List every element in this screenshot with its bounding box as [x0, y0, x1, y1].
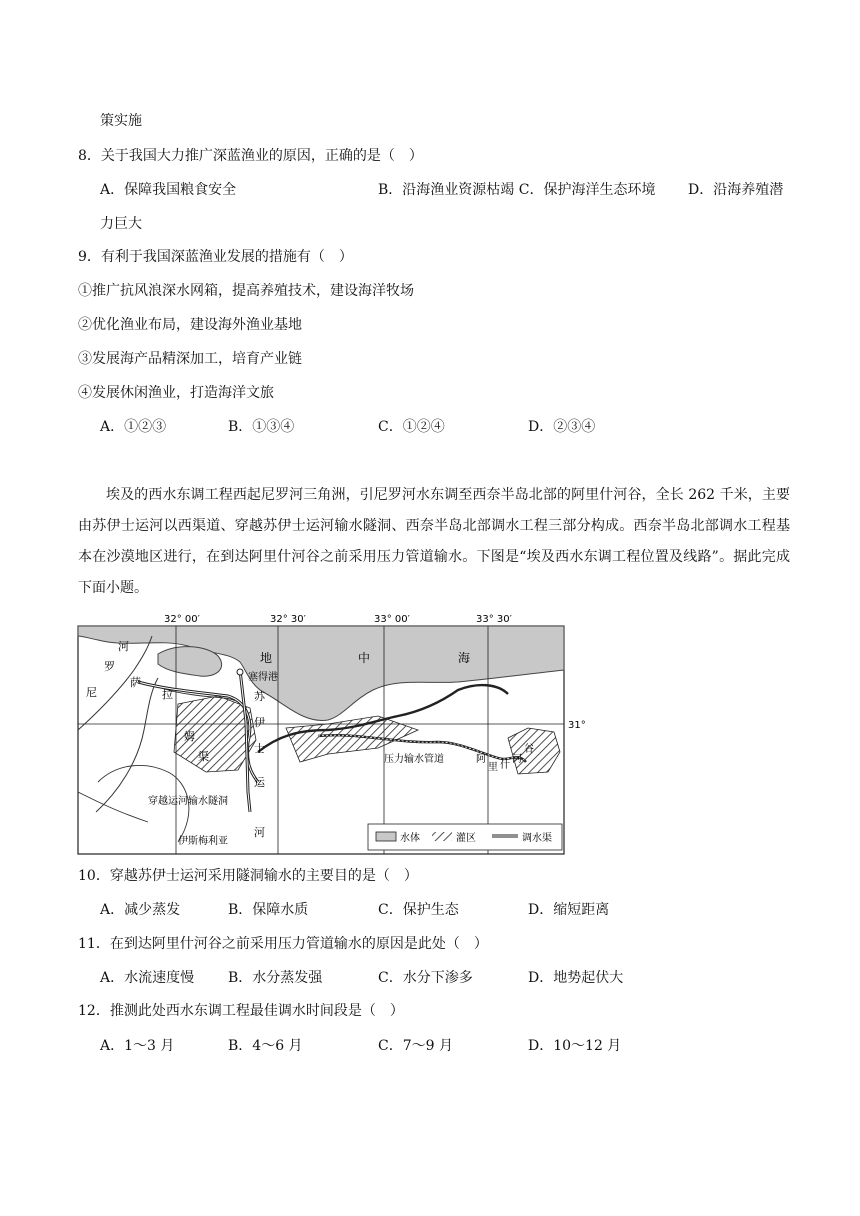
- q10-option-a[interactable]: A．减少蒸发: [100, 902, 181, 918]
- river-label: 尼: [86, 686, 97, 699]
- river-label: 罗: [104, 660, 115, 673]
- q12-option-a[interactable]: A．1～3 月: [100, 1038, 175, 1054]
- q9-option-d[interactable]: D．②③④: [528, 419, 596, 435]
- q11-option-a[interactable]: A．水流速度慢: [100, 970, 195, 986]
- q11-option-b[interactable]: B．水分蒸发强: [228, 970, 323, 986]
- legend-irrigation-label: 灌区: [456, 833, 476, 844]
- q10-option-b[interactable]: B．保障水质: [228, 902, 309, 918]
- sea-label-1: 地: [260, 651, 273, 665]
- q12-option-b[interactable]: B．4～6 月: [228, 1038, 303, 1054]
- port-said-marker: [237, 669, 243, 675]
- canal-label: 萨: [130, 676, 141, 689]
- text-line: 策实施: [100, 113, 142, 129]
- q9-option-a[interactable]: A．①②③: [100, 419, 167, 435]
- canal-label: 拉: [162, 688, 173, 701]
- egypt-water-transfer-map: [78, 612, 586, 856]
- q10-option-c[interactable]: C．保护生态: [378, 902, 459, 918]
- q8-option-a[interactable]: A．保障我国粮食安全: [100, 182, 237, 198]
- statement-3: ③发展海产品精深加工，培育产业链: [78, 351, 302, 367]
- legend-irrigation-swatch: [432, 832, 452, 841]
- q8-option-d[interactable]: D．沿海养殖潜: [688, 182, 784, 198]
- q11-option-d[interactable]: D．地势起伏大: [528, 970, 624, 986]
- statement-1: ①推广抗风浪深水网箱，提高养殖技术，建设海洋牧场: [78, 283, 414, 299]
- arish-label: 什: [500, 760, 510, 771]
- pipeline-label: 压力输水管道: [384, 754, 444, 765]
- question-10: 10．穿越苏伊士运河采用隧洞输水的主要目的是（ ）: [78, 868, 418, 884]
- sea-label-3: 海: [458, 651, 471, 665]
- ismailia-label: 伊斯梅利亚: [178, 836, 228, 847]
- suez-label: 士: [254, 742, 265, 755]
- lon-label-4: 33° 30′: [476, 614, 512, 625]
- q12-option-c[interactable]: C．7～9 月: [378, 1038, 453, 1054]
- material-paragraph: 埃及的西水东调工程西起尼罗河三角洲，引尼罗河水东调至西奈半岛北部的阿里什河谷，全长 262 千米，主要由苏伊士运河以西渠道、穿越苏伊士运河输水隧洞、西奈半岛北部调水工程三部分构成。西奈半岛北部调水工程基本在沙漠地区进行，在到达阿里什河谷之前采用压力管道输水。下图是“埃及西水东调工程位置及线路”。据此完成下面小题。: [78, 487, 790, 596]
- legend-water-swatch: [376, 832, 396, 841]
- statement-4: ④发展休闲渔业，打造海洋文旅: [78, 385, 274, 401]
- suez-label: 河: [254, 826, 265, 839]
- legend-water-label: 水体: [400, 833, 420, 844]
- arish-label: 谷: [524, 744, 534, 755]
- lat-label: 31°: [568, 720, 586, 731]
- lon-label-3: 33° 00′: [374, 614, 410, 625]
- question-12: 12．推测此处西水东调工程最佳调水时间段是（ ）: [78, 1003, 404, 1019]
- arish-label: 阿: [476, 754, 486, 765]
- suez-label: 伊: [254, 716, 265, 729]
- q8-option-b-c[interactable]: B．沿海渔业资源枯竭 C．保护海洋生态环境: [378, 182, 656, 198]
- suez-label: 苏: [254, 690, 265, 703]
- q11-option-c[interactable]: C．水分下渗多: [378, 970, 473, 986]
- tunnel-label: 穿越运河输水隧洞: [148, 796, 228, 807]
- canal-label: 渠: [198, 750, 209, 763]
- port-said-label: 塞得港: [248, 672, 278, 683]
- q9-option-b[interactable]: B．①③④: [228, 419, 295, 435]
- question-8: 8．关于我国大力推广深蓝渔业的原因，正确的是（ ）: [78, 148, 423, 164]
- river-label: 河: [118, 640, 129, 653]
- legend-canal-label: 调水渠: [522, 833, 552, 844]
- lon-label-2: 32° 30′: [270, 614, 306, 625]
- arish-label: 河: [512, 754, 522, 765]
- suez-label: 运: [254, 776, 265, 789]
- q8-option-d-cont: 力巨大: [100, 216, 142, 232]
- q10-option-d[interactable]: D．缩短距离: [528, 902, 610, 918]
- canal-label: 姆: [184, 730, 195, 743]
- question-9: 9．有利于我国深蓝渔业发展的措施有（ ）: [78, 249, 353, 265]
- q12-option-d[interactable]: D．10～12 月: [528, 1038, 622, 1054]
- question-11: 11．在到达阿里什河谷之前采用压力管道输水的原因是此处（ ）: [78, 936, 488, 952]
- arish-label: 里: [488, 762, 498, 773]
- lon-label-1: 32° 00′: [164, 614, 200, 625]
- q9-option-c[interactable]: C．①②④: [378, 419, 445, 435]
- sea-label-2: 中: [358, 651, 371, 665]
- statement-2: ②优化渔业布局，建设海外渔业基地: [78, 317, 302, 333]
